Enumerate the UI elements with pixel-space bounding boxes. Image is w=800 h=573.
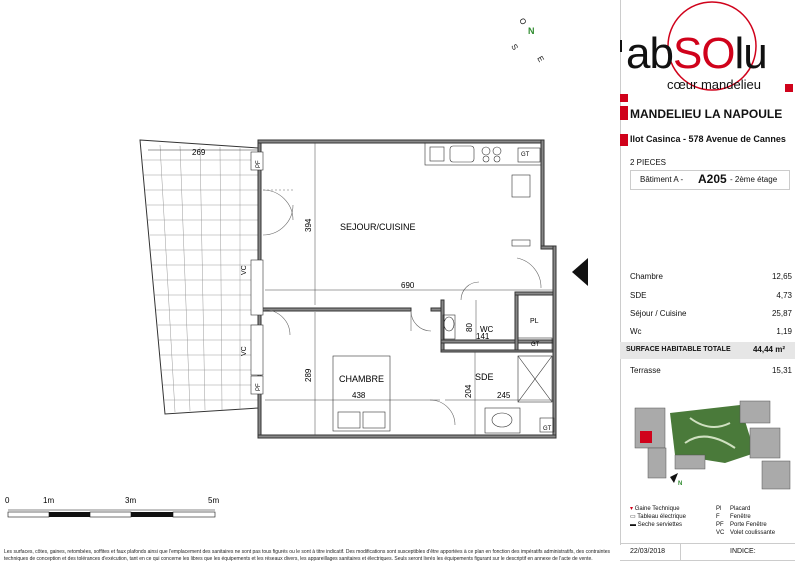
label-pf-bottom: PF <box>256 383 262 391</box>
dim-chambre-height: 289 <box>304 368 313 382</box>
tableau-icon: ▭ <box>630 514 636 520</box>
compass-icon <box>509 17 545 64</box>
disclaimer-text: Les surfaces, côtes, gaines, retombées, soffites et faux plafonds ainsi que l'emplacement des sanitaires ne sont pas tous figurés ou le sont à titre indicatif. Des modifications sont susceptibles d'être apportées à ce plan en fonction des impératifs administratifs, des contraintes techniques de conception et des tolérances d'exécution, tant en ce qui concerne les libres que les équipements et les réseaux divers, les appareillages sanitaires et électriques. Seuls seront livrés les équipements figurant sur le descriptif en annexe de l'acte de vente. <box>4 549 611 562</box>
compass-s: S <box>509 42 520 52</box>
area-value: 4,73 <box>776 291 792 300</box>
project-city: MANDELIEU LA NAPOULE <box>630 107 783 121</box>
legend-code: F <box>716 514 720 520</box>
area-value: 12,65 <box>771 272 792 281</box>
total-value: 44,44 m² <box>752 345 785 354</box>
scale-label-5m: 5m <box>208 496 220 505</box>
terrace-value: 15,31 <box>771 366 792 375</box>
gaine-icon: ▾ <box>630 506 634 512</box>
area-room: SDE <box>630 291 647 300</box>
legend-item: Tableau électrique <box>637 514 686 520</box>
area-value: 1,19 <box>776 327 792 336</box>
accent-square-1 <box>620 106 628 120</box>
legend-item: Placard <box>730 506 751 512</box>
legend-item: Volet coulissante <box>730 530 776 536</box>
compass-o: O <box>517 16 529 27</box>
unit-type: 2 PIECES <box>630 158 667 167</box>
area-room: Séjour / Cuisine <box>630 309 687 318</box>
label-chambre: CHAMBRE <box>339 374 385 384</box>
scale-bar <box>5 496 219 517</box>
dim-living-width: 690 <box>401 281 415 290</box>
legend-code: VC <box>716 530 725 536</box>
label-vc-top: VC <box>241 265 248 275</box>
area-room: Wc <box>630 327 642 336</box>
unit-building: Bâtiment A - <box>640 175 684 184</box>
dim-sejour-height: 394 <box>304 218 313 232</box>
project-address: Ilot Casinca - 578 Avenue de Cannes <box>630 134 786 144</box>
legend-code: PF <box>716 522 724 528</box>
dim-sde-width: 245 <box>497 391 511 400</box>
scale-label-0: 0 <box>5 496 10 505</box>
label-pf-top: PF <box>256 160 262 168</box>
footer-row <box>620 543 795 561</box>
label-sejour: SEJOUR/CUISINE <box>340 222 416 232</box>
compass-n: N <box>528 26 535 36</box>
label-gt-kitchen: GT <box>521 152 530 158</box>
dim-wc-height: 80 <box>465 323 474 332</box>
seche-icon: ▬ <box>630 522 636 528</box>
label-pl: PL <box>530 318 539 325</box>
logo-main: abSOlu <box>626 29 767 78</box>
unit-floor: - 2ème étage <box>730 175 778 184</box>
footer-date: 22/03/2018 <box>630 548 666 555</box>
legend-right <box>716 505 775 537</box>
scale-label-3m: 3m <box>125 496 137 505</box>
dim-terrace-width: 269 <box>192 148 206 157</box>
total-row <box>620 342 795 359</box>
area-value: 25,87 <box>771 309 792 318</box>
site-plan-thumbnail <box>630 393 795 493</box>
scale-label-1m: 1m <box>43 496 55 505</box>
terrace-label: Terrasse <box>630 366 661 375</box>
area-room: Chambre <box>630 272 663 281</box>
legend-left <box>630 505 686 529</box>
terrace <box>140 140 258 414</box>
info-panel <box>620 0 800 573</box>
site-compass-n: N <box>678 481 683 487</box>
label-sde: SDE <box>475 372 494 382</box>
dim-wc-width: 141 <box>476 332 490 341</box>
label-wc: WC <box>480 325 494 334</box>
footer-index: INDICE: <box>730 548 756 555</box>
footer-divider <box>680 544 681 560</box>
logo-sub: cœur mandelieu <box>667 77 761 92</box>
legend-item: Porte Fenêtre <box>730 522 767 528</box>
kitchen <box>425 143 541 246</box>
label-gt-sde: GT <box>543 426 552 432</box>
legend-code: Pl <box>716 506 722 512</box>
dim-chambre-width: 438 <box>352 391 366 400</box>
legend-item: Seche serviettes <box>637 522 683 528</box>
label-gt-bath: GT <box>531 342 540 348</box>
legend-item: Fenêtre <box>730 514 751 520</box>
compass-e: E <box>535 54 546 64</box>
accent-square-2 <box>620 134 628 146</box>
legend-item: Gaine Technique <box>634 506 680 512</box>
dim-sde-height: 204 <box>464 384 473 398</box>
total-label: SURFACE HABITABLE TOTALE <box>626 346 731 353</box>
brand-logo <box>620 0 800 110</box>
entry-arrow-icon <box>572 258 588 286</box>
label-vc-bottom: VC <box>241 346 248 356</box>
unit-number: A205 <box>698 172 727 186</box>
